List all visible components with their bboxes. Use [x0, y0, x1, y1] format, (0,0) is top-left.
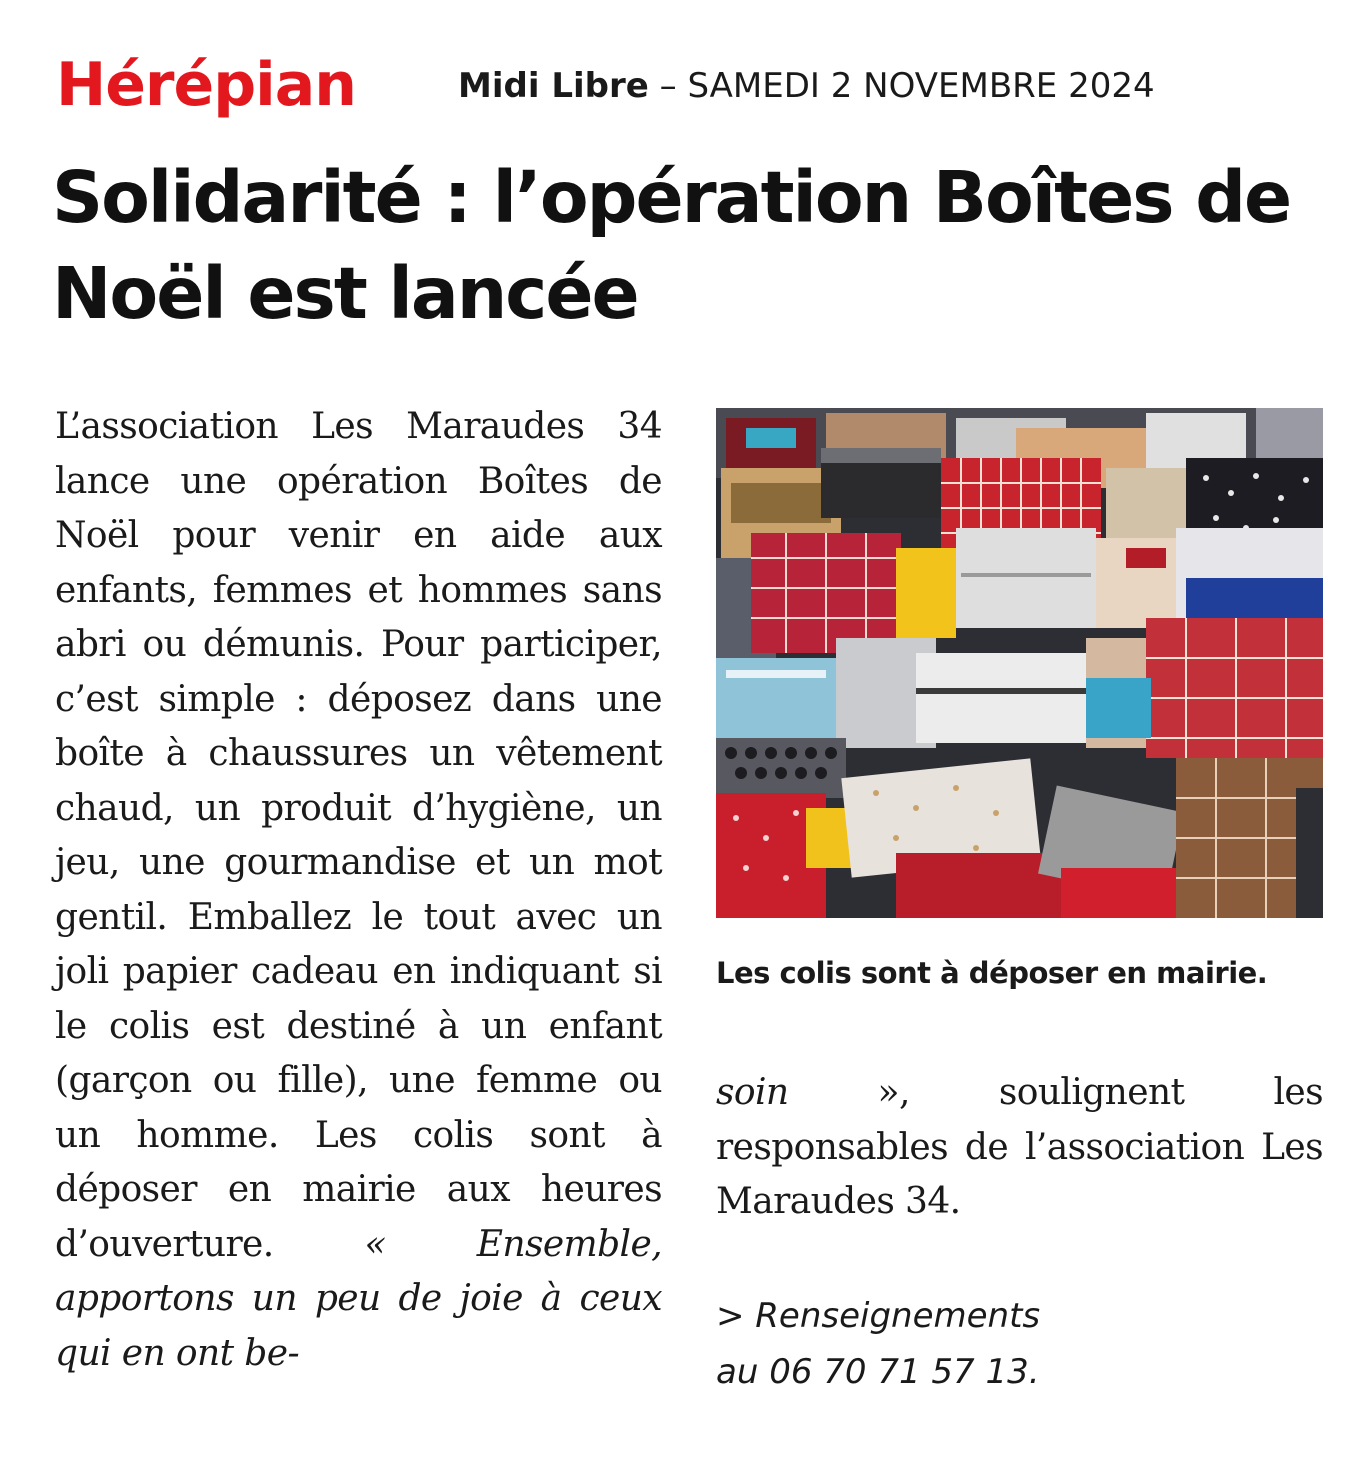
contact-info	[716, 1288, 1323, 1400]
town-name: Hérépian	[56, 50, 356, 120]
body-text: L’association Les Maraudes 34 lance une opération Boîtes de Noël pour venir en aide aux enfants, femmes et hommes sans abri ou démunis. Pour participer, c’est simple : déposez dans une boîte à chaussures un vêtement chaud, un produit d’hygiène, un jeu, une gourmandise et un mot gentil. Emballez le tout avec un joli papier cadeau en indiquant si le colis est destiné à un enfant (garçon ou fille), une femme ou un homme. Les colis sont à déposer en mairie aux heures d’ouverture.	[55, 406, 662, 1265]
gift-boxes-illustration	[716, 408, 1323, 918]
photo-caption: Les colis sont à déposer en mairie.	[716, 956, 1268, 990]
publication-date: SAMEDI 2 NOVEMBRE 2024	[687, 66, 1155, 106]
info-label: > Renseignements	[716, 1296, 1041, 1336]
newspaper-name: Midi Libre	[458, 66, 649, 106]
quote-end: soin	[716, 1072, 789, 1113]
article-body	[55, 400, 662, 1381]
continuation-text: », soulignent les responsables de l’association Les Maraudes 34.	[716, 1072, 1323, 1222]
headline: Solidarité : l’opération Boîtes de Noël est lancée	[52, 156, 1291, 335]
gift-boxes-photo	[716, 408, 1323, 918]
dateline-separator: –	[648, 66, 688, 106]
phone-number: au 06 70 71 57 13.	[716, 1352, 1040, 1392]
quote-start: « Ensemble, apportons un peu de joie à ceux qui en ont be-	[55, 1223, 663, 1374]
dateline	[458, 64, 1155, 108]
article-continuation	[716, 1066, 1323, 1230]
article-header	[56, 40, 1306, 130]
